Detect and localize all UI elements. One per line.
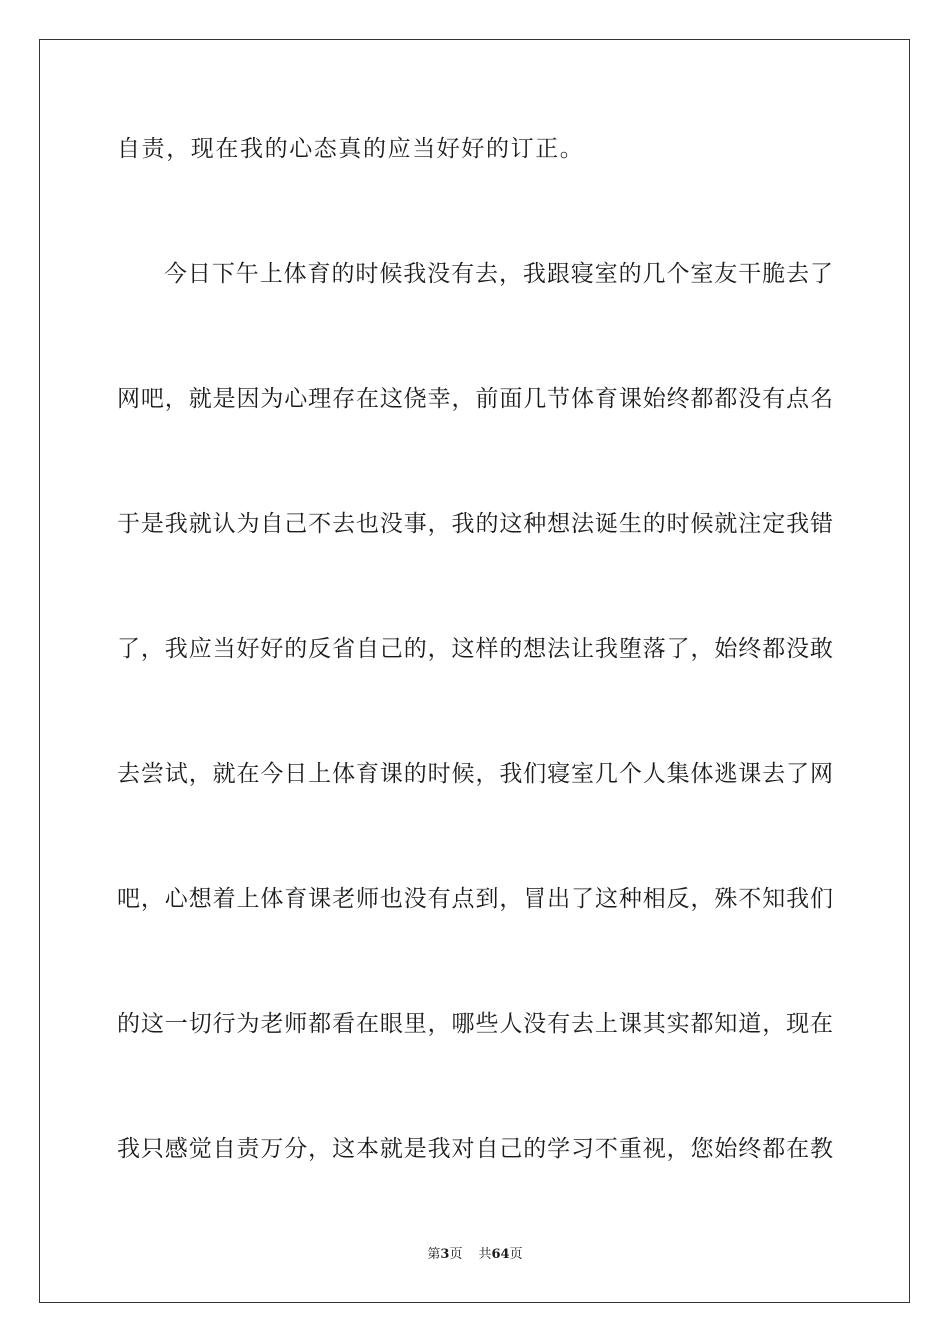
text-line-8: 的这一切行为老师都看在眼里，哪些人没有去上课其实都知道，现在 — [117, 1011, 833, 1037]
page-label-suffix: 页 — [449, 1247, 463, 1262]
total-label-prefix: 共 — [478, 1247, 492, 1262]
text-line-2: 今日下午上体育的时候我没有去，我跟寝室的几个室友干脆去了 — [164, 261, 833, 287]
text-line-6: 去尝试，就在今日上体育课的时候，我们寝室几个人集体逃课去了网 — [117, 761, 833, 787]
total-label-suffix: 页 — [509, 1247, 523, 1262]
text-line-7: 吧，心想着上体育课老师也没有点到，冒出了这种相反，殊不知我们 — [117, 886, 833, 912]
page-footer — [0, 1246, 950, 1264]
text-line-5: 了，我应当好好的反省自己的，这样的想法让我堕落了，始终都没敢 — [117, 636, 833, 662]
total-pages-number: 64 — [491, 1247, 510, 1262]
text-line-1: 自责，现在我的心态真的应当好好的订正。 — [117, 136, 585, 162]
text-line-3: 网吧，就是因为心理存在这侥幸，前面几节体育课始终都都没有点名 — [117, 386, 833, 412]
current-page-number: 3 — [440, 1247, 450, 1262]
page-label-prefix: 第 — [427, 1247, 441, 1262]
text-line-9: 我只感觉自责万分，这本就是我对自己的学习不重视，您始终都在教 — [117, 1136, 833, 1162]
page-border — [39, 39, 910, 1303]
text-line-4: 于是我就认为自己不去也没事，我的这种想法诞生的时候就注定我错 — [117, 511, 833, 537]
